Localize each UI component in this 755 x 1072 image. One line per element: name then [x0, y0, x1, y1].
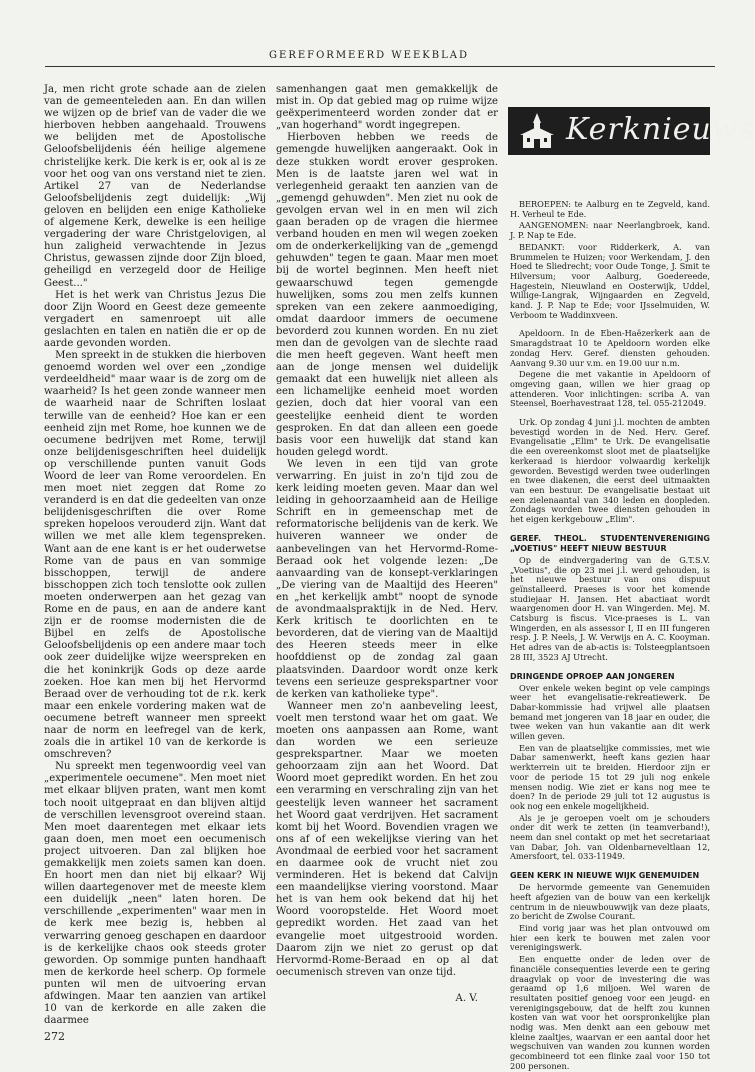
paragraph: Als je je geroepen voelt om je schouders onder dit werk te zetten (in teamverband!), neem dan snel contakt op met het secretariaat van Dabar, Joh. van Oldenbarneveltlaan 12, Amersfoort, tel. 033-11949. [510, 812, 710, 862]
paragraph: Wanneer men zo'n aanbeveling leest, voelt men terstond waar het om gaat. We moeten ons aanpassen aan Rome, want dan worden we een serieuze gesprekspartner. Maar we moeten gehoorzaam zijn aan het Woord. Dat Woord moet gepredikt worden. En het zou een verarming en verschraling zijn van het geestelijk leven wanneer het sacrament het Woord gaat verdrijven. Het sacrament komt bij het Woord. Bovendien vragen we ons af of een wekelijkse viering van het Avondmaal de eerbied voor het sacrament en daarmee ook de vrucht niet zou verminderen. Het is bekend dat Calvijn een maandelijkse viering voorstond. Maar het is van hem ook bekend dat hij het Woord vooropstelde. Het Woord moet gepredikt worden. Het zaad van het evangelie moet uitgestrooid worden. Daarom zijn we niet zo gerust op dat Hervormd-Rome-Beraad en op al dat oecumenisch streven van onze tijd. [276, 700, 498, 978]
aangenomen: AANGENOMEN: naar Neerlangbroek, kand. J. P. Nap te Ede. [510, 220, 710, 241]
author-signature: A. V. [455, 992, 478, 1004]
column-2 [276, 84, 498, 1014]
paragraph: Over enkele weken begint op vele campings weer het evangelisatie-rekreatiewerk. De Dabar-kommissie had vrijwel alle plaatsen bemand met jongeren van 18 jaar en ouder, die twee weken van hun vakantie aan dit werk willen geven. [510, 682, 710, 742]
beroepen: BEROEPEN: te Aalburg en te Zegveld, kand. H. Verheul te Ede. [510, 199, 710, 219]
paragraph: Het is het werk van Christus Jezus Die door Zijn Woord en Geest deze gemeente vergadert en samenroept uit alle geslachten en talen en natiën die er op de aarde gevonden worden. [44, 289, 266, 349]
paragraph: samenhangen gaat men gemakkelijk de mist in. Op dat gebied mag op ruime wijze geëxperimenteerd worden zonder dat er „van hogerhand" wordt ingegrepen. [276, 84, 498, 132]
paragraph: Urk. Op zondag 4 juni j.l. mochten de ambten bevestigd worden in de Ned. Herv. Geref. Evangelisatie „Elim" te Urk. De evangelisatie die een overeenkomst sloot met de plaatselijke kerkeraad is hierdoor volwaardig kerkelijk geworden. Bevestigd werden twee ouderlingen en twee diakenen, die eerst deel uitmaakten van een bestuur. De evangelisatie bestaat uit een zielenaantal van 340 leden en doopleden. Zondags worden twee diensten gehouden in het eigen kerkgebouw „Elim". [510, 417, 710, 525]
paragraph: Degene die met vakantie in Apeldoorn of omgeving gaan, willen we hier graag op attenderen. Voor inlichtingen: scriba A. van Steensel, Boerhavestraat 128, tel. 055-212049. [510, 369, 710, 409]
news-item-apeldoorn [510, 329, 710, 409]
news-heading: DRINGENDE OPROEP AAN JONGEREN [510, 671, 675, 681]
news-item-voetius [510, 534, 710, 663]
column-1 [44, 84, 266, 1027]
running-header: GEREFORMEERD WEEKBLAD [269, 50, 469, 61]
column-3 [510, 199, 710, 1071]
paragraph: Op de eindvergadering van de G.T.S.V. „Voetius", die op 23 mei j.l. werd gehouden, is het nieuwe bestuur van ons dispuut geïnstalleerd. Praeses is voor het komende studiejaar H. Jansen. Het abactiaat wordt waargenomen door H. van Wingerden. Mej. M. Catsburg is fiscus. Vice-praeses is L. van Wingerden, en als assessor I, II en III fungeren resp. J. P. Neels, J. W. Verwijs en A. C. Kooyman. Het adres van de ab-actis is: Tolsteegplantsoen 28 III, 3523 AJ Utrecht. [510, 554, 710, 662]
page-number: 272 [44, 1030, 65, 1043]
paragraph: We leven in een tijd van grote verwarring. En juist in zo'n tijd zou de kerk leiding moeten geven. Maar dan wel leiding in gehoorzaamheid aan de Heilige Schrift en in gemeenschap met de reformatorische belijdenis van de kerk. We huiveren wanneer we onder de aanbevelingen van het Hervormd-Rome-Beraad ook het volgende lezen: „De aanvaarding van de konsept-verklaringen „De viering van de Maaltijd des Heeren" en „het kerkelijk ambt" noopt de synode de avondmaalspraktijk in de Ned. Herv. Kerk kritisch te doorlichten en te bevorderen, dat de viering van de Maaltijd des Heeren steeds meer in elke hoofddienst op de zondag zal gaan plaatsvinden. Daardoor wordt onze kerk tevens een serieuze gesprekspartner voor de kerken van katholieke type". [276, 458, 498, 700]
news-heading: GEEN KERK IN NIEUWE WIJK GENEMUIDEN [510, 871, 700, 881]
news-item-genemuiden [510, 871, 710, 1071]
header-rule [45, 66, 715, 67]
paragraph: Ja, men richt grote schade aan de zielen van de gemeenteleden aan. En dan willen we wijzen op de brief van de vader die we hierboven hebben aangehaald. Trouwens we belijden met de Apostolische Geloofsbelijdenis één heilige algemene christelijke kerk. Die kerk is er, ook al is ze voor het oog van ons verstand niet te zien. Artikel 27 van de Nederlandse Geloofsbelijdenis zegt duidelijk: „Wij geloven en belijden een enige Katholieke of algemene Kerk, dewelke is een heilige vergadering der ware Christgelovigen, al hun zaligheid verwachtende in Jezus Christus, gewassen zijnde door Zijn bloed, geheiligd en verzegeld door de Heilige Geest..." [44, 84, 266, 289]
paragraph: De hervormde gemeente van Genemuiden heeft afgezien van de bouw van een kerkelijk centrum in de nieuwbouwwijk van deze plaats, zo bericht de Zwolse Courant. [510, 882, 710, 922]
paragraph: Een van de plaatselijke commissies, met wie Dabar samenwerkt, heeft kans gezien haar werkterrein uit te breiden. Hierdoor zijn er voor de periode 15 tot 29 juli nog enkele mensen nodig. Wie ziet er kans nog mee te doen? In de periode 29 juli tot 12 augustus is ook nog een enkele mogelijkheid. [510, 742, 710, 811]
news-item-urk [510, 418, 710, 525]
banner-title: Kerknieuws [566, 112, 755, 147]
paragraph: Eind vorig jaar was het plan ontvouwd om hier een kerk te bouwen met zalen voor verenigingswerk. [510, 923, 710, 953]
news-item-beroepingswerk [510, 200, 710, 320]
paragraph: Een enquette onder de leden over de financiële consequenties leverde een te gering draagvlak op voor de investering die was geraamd op 1,6 miljoen. Wel waren de resultaten positief genoeg voor een jeugd- en verenigingsgebouw, dat de helft zou kunnen kosten van wat voor het oorspronkelijke plan nodig was. Men denkt aan een gebouw met kleine zaaltjes, waarvan er een aantal door het wegschuiven van wanden zou kunnen worden gecombineerd tot een flinke zaal voor 150 tot 200 personen. [510, 954, 710, 1071]
paragraph: Hierboven hebben we reeds de gemengde huwelijken aangeraakt. Ook in deze stukken wordt erover gesproken. Men is de laatste jaren wel wat in verlegenheid geraakt ten aanzien van de „gemengd gehuwden". Men ziet nu ook de gevolgen ervan wel in en men wil zich gaan beraden op de vragen die hiermee verband houden en men wil wegen zoeken om de onderkerkelijking van de „gemengd gehuwden" tegen te gaan. Maar men moet bij de wortel beginnen. Men heeft niet gewaarschuwd tegen gemengde huwelijken, soms zou men zelfs kunnen spreken van een zekere aanmoediging, omdat daardoor immers de oecumene bevorderd zou kunnen worden. En nu ziet men dan de gevolgen van de slechte raad die men heeft gegeven. Want heeft men aan de jonge mensen wel duidelijk gemaakt dat een huwelijk niet alleen als een lichamelijke eenheid moet worden gezien, doch dat hier vooral van een geestelijke eenheid dient te worden gesproken. En dat dan alleen een goede basis voor een huwelijk dat stand kan houden gelegd wordt. [276, 132, 498, 458]
bedankt: BEDANKT: voor Ridderkerk, A. van Brummelen te Huizen; voor Werkendam, J. den Hoed te Sliedrecht; voor Oude Tonge, J. Smit te Hilversum; voor Aalburg, Goedereede, Hagestein, Nieuwland en Oosterwijk, Uddel, Willige-Langrak, Wijngaarden en Zegveld, kand. J. P. Nap te Ede; voor IJsselmuiden, W. Verboom te Waddinxveen. [510, 241, 710, 320]
kerknieuws-banner [508, 107, 755, 155]
paragraph: Apeldoorn. In de Eben-Haëzerkerk aan de Smaragdstraat 10 te Apeldoorn worden elke zondag Herv. Geref. diensten gehouden. Aanvang 9.30 uur v.m. en 19.00 uur n.m. [510, 328, 710, 368]
news-heading: GEREF. THEOL. STUDENTENVERENIGING „VOETIUS" HEEFT NIEUW BESTUUR [510, 533, 710, 553]
news-item-oproep [510, 672, 710, 863]
paragraph: Nu spreekt men tegenwoordig veel van „experimentele oecumene". Men moet niet met elkaar blijven praten, want men komt toch nooit uitgepraat en dan blijven altijd de verschillen levensgroot overeind staan. Men moet daarentegen met elkaar iets gaan doen, men moet een oecumenisch project uitvoeren. Dan zal blijken hoe gemakkelijk men zoiets samen kan doen. En hoort men dan niet bij elkaar? Wij willen daartegenover met de meeste klem een duidelijk „neen" laten horen. De verschillende „experimenten" waar men in de kerk mee bezig is, hebben al verwarring genoeg geschapen en daardoor is de kerkelijke chaos ook steeds groter geworden. Op sommige punten handhaaft men de kerkorde heel scherp. Op formele punten wil men de uitvoering ervan afdwingen. Maar ten aanzien van artikel 10 van de kerkorde en alle zaken die daarmee [44, 761, 266, 1027]
church-icon [514, 111, 560, 151]
paragraph: Men spreekt in de stukken die hierboven genoemd worden wel over een „zondige verdeeldheid" maar waar is de zorg om de waarheid? Is het geen zonde wanneer men de waarheid naar de Schriften loslaat terwille van de eenheid? Hoe kan er een eenheid zijn met Rome, hoe kunnen we de oecumene bedrijven met Rome, terwijl onze belijdenisgeschriften heel duidelijk op verschillende punten vanuit Gods Woord de leer van Rome veroordelen. En men moet niet zeggen dat Rome zo veranderd is en dat die gedeelten van onze belijdenisgeschriften die over Rome spreken hopeloos verouderd zijn. Want dat willen we met alle klem tegenspreken. Want aan de ene kant is er het ouderwetse Rome van de paus en van sommige bisschoppen, terwijl de andere bisschoppen zich toch tenslotte ook zullen moeten onderwerpen aan het gezag van Rome en de paus, en aan de andere kant zijn er de roomse modernisten die de Bijbel en zelfs de Apostolische Geloofsbelijdenis op een andere maar toch ook zeer duidelijke wijze weerspreken en die het koninkrijk Gods op deze aarde zoeken. Hoe kan men bij het Hervormd Beraad over de verhouding tot de r.k. kerk maar een enkele vordering maken wat de oecumene betreft wanneer men spreekt naar de norm en leefregel van de kerk, zoals die in artikel 10 van de kerkorde is omschreven? [44, 350, 266, 761]
